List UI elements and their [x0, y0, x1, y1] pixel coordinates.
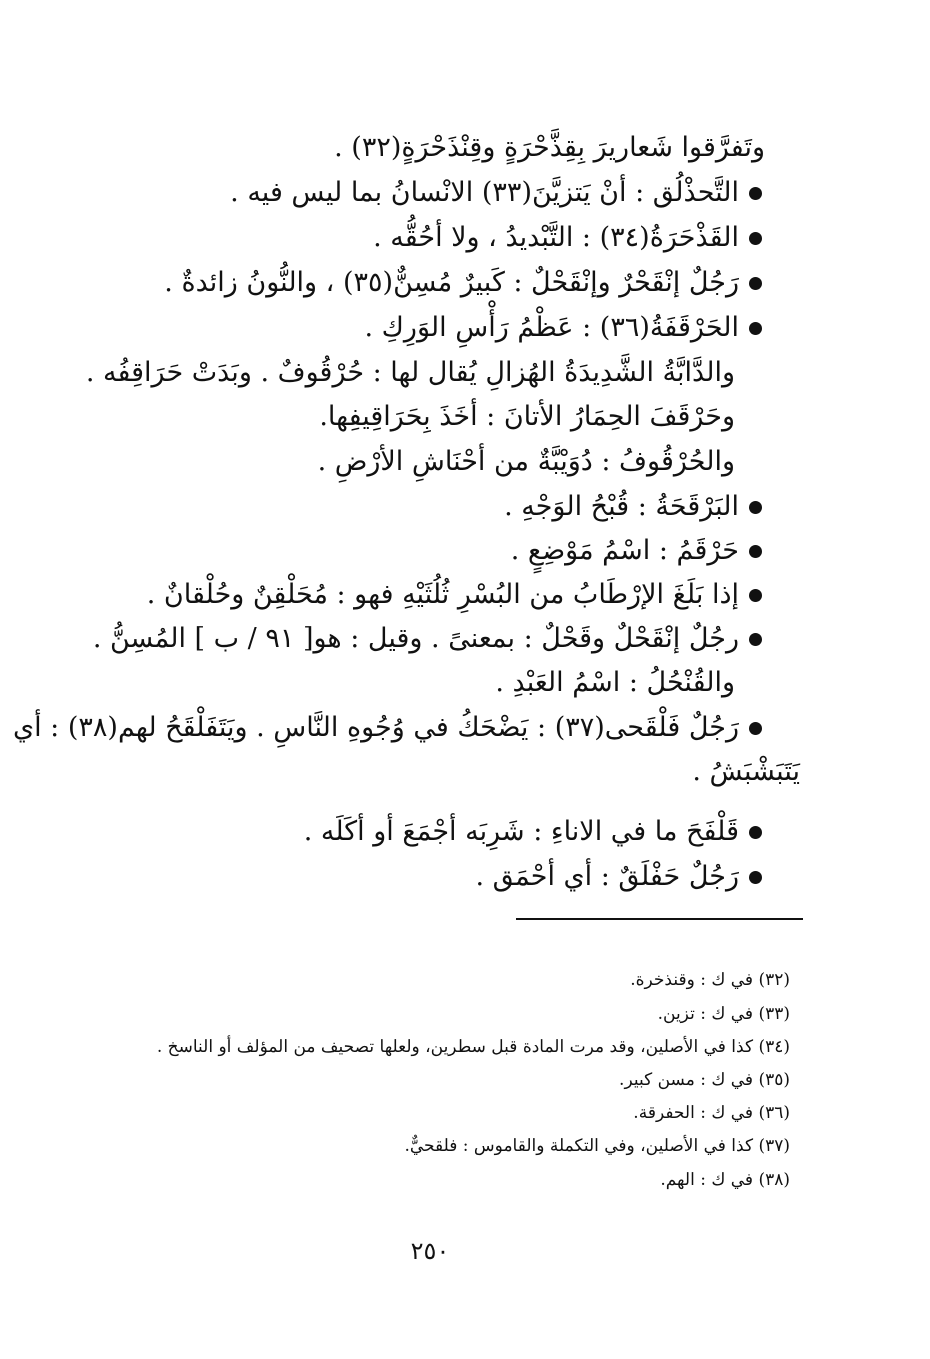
entry-line — [230, 173, 762, 213]
footnote: (٣٣) في ك : تزين. — [657, 1004, 790, 1024]
text-line: وحَرْقَفَ الحِمَارُ الأتانَ : أخَذَ بِحَرَاقِيفِها. — [319, 401, 735, 432]
text-line: والحُرْقُوفُ : دُوَيْبَّةٌ من أحْنَاشِ الأرْضِ . — [317, 446, 735, 477]
bullet-icon — [749, 501, 762, 514]
entry-text: القَذْحَرَةُ(٣٤) : التَّبْديدُ ، ولا أحُقُّه . — [373, 222, 739, 253]
text-line: يَتَبَشْبَشُ . — [692, 756, 800, 787]
bullet-icon — [749, 722, 762, 735]
bullet-icon — [749, 277, 762, 290]
text-line: والقُنْحُلُ : اسْمُ العَبْدِ . — [495, 667, 735, 698]
footnote: (٣٥) في ك : مسن كبير. — [619, 1070, 790, 1090]
entry-text: الحَرْقَفَةُ(٣٦) : عَظْمُ رَأْسِ الوَرِكِ . — [364, 312, 739, 343]
entry-line — [13, 708, 762, 748]
bullet-icon — [749, 187, 762, 200]
entry-line — [511, 531, 762, 571]
page-number: ٢٥٠ — [410, 1237, 450, 1265]
entry-line — [147, 575, 762, 615]
footnote: (٣٨) في ك : الهم. — [660, 1170, 790, 1190]
bullet-icon — [749, 322, 762, 335]
bullet-icon — [749, 232, 762, 245]
bullet-icon — [749, 633, 762, 646]
bullet-icon — [749, 545, 762, 558]
footnote-divider — [516, 918, 803, 920]
entry-text: رَجُلٌ فَلْقَحى(٣٧) : يَضْحَكُ في وُجُوهِ النَّاسِ . ويَتَفَلْقَحُ لهم(٣٨) : أي — [12, 712, 739, 743]
footnote: (٣٧) كذا في الأصلين، وفي التكملة والقاموس : فلقحيٌّ. — [404, 1136, 790, 1156]
entry-line — [504, 487, 762, 527]
bullet-icon — [749, 826, 762, 839]
footnote: (٣٤) كذا في الأصلين، وقد مرت المادة قبل سطرين، ولعلها تصحيف من المؤلف أو الناسخ . — [156, 1037, 790, 1057]
entry-text: حَرْقَمُ : اسْمُ مَوْضِعٍ . — [510, 535, 739, 566]
bullet-icon — [749, 871, 762, 884]
entry-line — [475, 857, 762, 897]
entry-line — [365, 308, 762, 348]
entry-text: رَجُلٌ حَفْلَقٌ : أي أحْمَق . — [475, 861, 739, 892]
entry-line — [93, 619, 762, 659]
entry-text: قَلْفَحَ ما في الاناءِ : شَرِبَه أجْمَعَ أو أكَلَه . — [303, 816, 739, 847]
entry-text: التَّحذْلُق : أنْ يَتزيَّنَ(٣٣) الانْسانُ بما ليس فيه . — [230, 177, 739, 208]
bullet-icon — [749, 589, 762, 602]
entry-line — [373, 218, 762, 258]
footnote: (٣٢) في ك : وقنذخرة. — [630, 970, 790, 990]
text-line: وتَفرَّقوا شَعاريرَ بِقِذَّحْرَةٍ وقِنْذَحْرَةٍ(٣٢) . — [334, 132, 765, 163]
footnote: (٣٦) في ك : الحفرقة. — [633, 1103, 790, 1123]
entry-line — [164, 263, 762, 303]
entry-text: إذا بَلَغَ الإرْطَابُ من البُسْرِ ثُلُثَيْهِ فهو : مُحَلْقِنٌ وحُلْقانٌ . — [146, 579, 739, 610]
entry-line — [304, 812, 762, 852]
text-line: والدَّابَّةُ الشَّدِيدَةُ الهُزالِ يُقال لها : حُرْقُوفٌ . وبَدَتْ حَرَاقِفُه . — [85, 357, 735, 388]
entry-text: رَجُلٌ إنْقَحْرٌ وإنْقَحْلٌ : كَبيرٌ مُسِنٌّ(٣٥) ، والنُّونُ زائدةٌ . — [164, 267, 739, 298]
entry-text: رجُلٌ إنْقَحْلٌ وقَحْلٌ : بمعنىً . وقيل : هو[ ٩١ / ب ] المُسِنُّ . — [92, 623, 739, 654]
entry-text: البَرْقَحَةُ : قُبْحُ الوَجْهِ . — [504, 491, 739, 522]
